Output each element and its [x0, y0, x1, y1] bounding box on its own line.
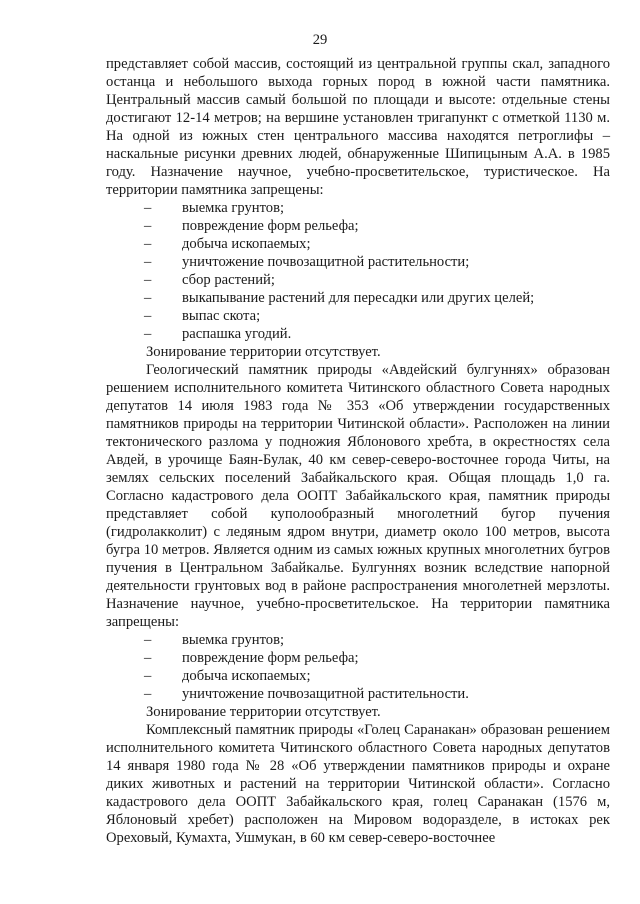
- paragraph: Зонирование территории отсутствует.: [146, 704, 381, 720]
- dash-marker: –: [144, 218, 152, 234]
- list-item: – уничтожение почвозащитной растительности.: [144, 686, 469, 702]
- dash-marker: –: [144, 686, 152, 702]
- prohibitions-list: [106, 199, 610, 343]
- dash-marker: –: [144, 290, 152, 306]
- list-item: – добыча ископаемых;: [144, 668, 311, 684]
- prohibitions-list: [106, 631, 610, 703]
- paragraph: Геологический памятник природы «Авдейский булгуннях» образован решением исполнительного комитета Читинского областного Совета народных депутатов 14 июля 1983 года № 353 «Об утверждении государственных памятников природы на территории Читинской области». Расположен на линии тектонического разлома у подножия Яблонового хребта, в окрестностях села Авдей, в урочище Баян-Булак, 40 км север-северо-восточнее города Читы, на землях сельских поселений Забайкальского края. Общая площадь 1,0 га. Согласно кадастрового дела ООПТ Забайкальского края, памятник природы представляет собой куполообразный многолетний бугор пучения (гидролакколит) с ледяным ядром внутри, диаметр около 100 метров, высота бугра 10 метров. Является одним из самых южных крупных многолетних бугров пучения в Центральном Забайкалье. Булгуннях возник вследствие напорной деятельности грунтовых вод в районе распространения многолетней мерзлоты. Назначение научное, учебно-просветительское. На территории памятника запрещены:: [106, 362, 610, 630]
- list-item: – распашка угодий.: [144, 326, 292, 342]
- list-item: – повреждение форм рельефа;: [144, 218, 359, 234]
- dash-marker: –: [144, 200, 152, 216]
- dash-marker: –: [144, 632, 152, 648]
- dash-marker: –: [144, 254, 152, 270]
- paragraph: Зонирование территории отсутствует.: [146, 344, 381, 360]
- list-item: – выпас скота;: [144, 308, 261, 324]
- dash-marker: –: [144, 650, 152, 666]
- dash-marker: –: [144, 272, 152, 288]
- list-item: – выемка грунтов;: [144, 632, 285, 648]
- paragraph: представляет собой массив, состоящий из центральной группы скал, западного останца и небольшого выхода горных пород в южной части памятника. Центральный массив самый большой по площади и высоте: отдельные стены достигают 12-14 метров; на вершине установлен тригапункт с отметкой 1130 м. На одной из южных стен центрального массива находятся петроглифы – наскальные рисунки древних людей, обнаруженные Шипицыным А.А. в 1985 году. Назначение научное, учебно-просветительское, туристическое. На территории памятника запрещены:: [106, 56, 610, 198]
- body-text: [106, 55, 610, 847]
- dash-marker: –: [144, 236, 152, 252]
- list-item: – выкапывание растений для пересадки или других целей;: [144, 290, 535, 306]
- paragraph: Комплексный памятник природы «Голец Саранакан» образован решением исполнительного комитета Читинского областного Совета народных депутатов 14 января 1980 года № 28 «Об утверждении памятников природы и охране диких животных и растений на территории Читинской области». Согласно кадастрового дела ООПТ Забайкальского края, голец Саранакан (1576 м, Яблоновый хребет) расположен на Мировом водоразделе, в истоках рек Ореховый, Кумахта, Ушмукан, в 60 км север-северо-восточнее: [106, 722, 610, 846]
- dash-marker: –: [144, 308, 152, 324]
- page-number: 29: [312, 32, 328, 48]
- list-item: – добыча ископаемых;: [144, 236, 311, 252]
- dash-marker: –: [144, 326, 152, 342]
- dash-marker: –: [144, 668, 152, 684]
- list-item: – повреждение форм рельефа;: [144, 650, 359, 666]
- list-item: – выемка грунтов;: [144, 200, 285, 216]
- list-item: – сбор растений;: [144, 272, 275, 288]
- list-item: – уничтожение почвозащитной растительности;: [144, 254, 470, 270]
